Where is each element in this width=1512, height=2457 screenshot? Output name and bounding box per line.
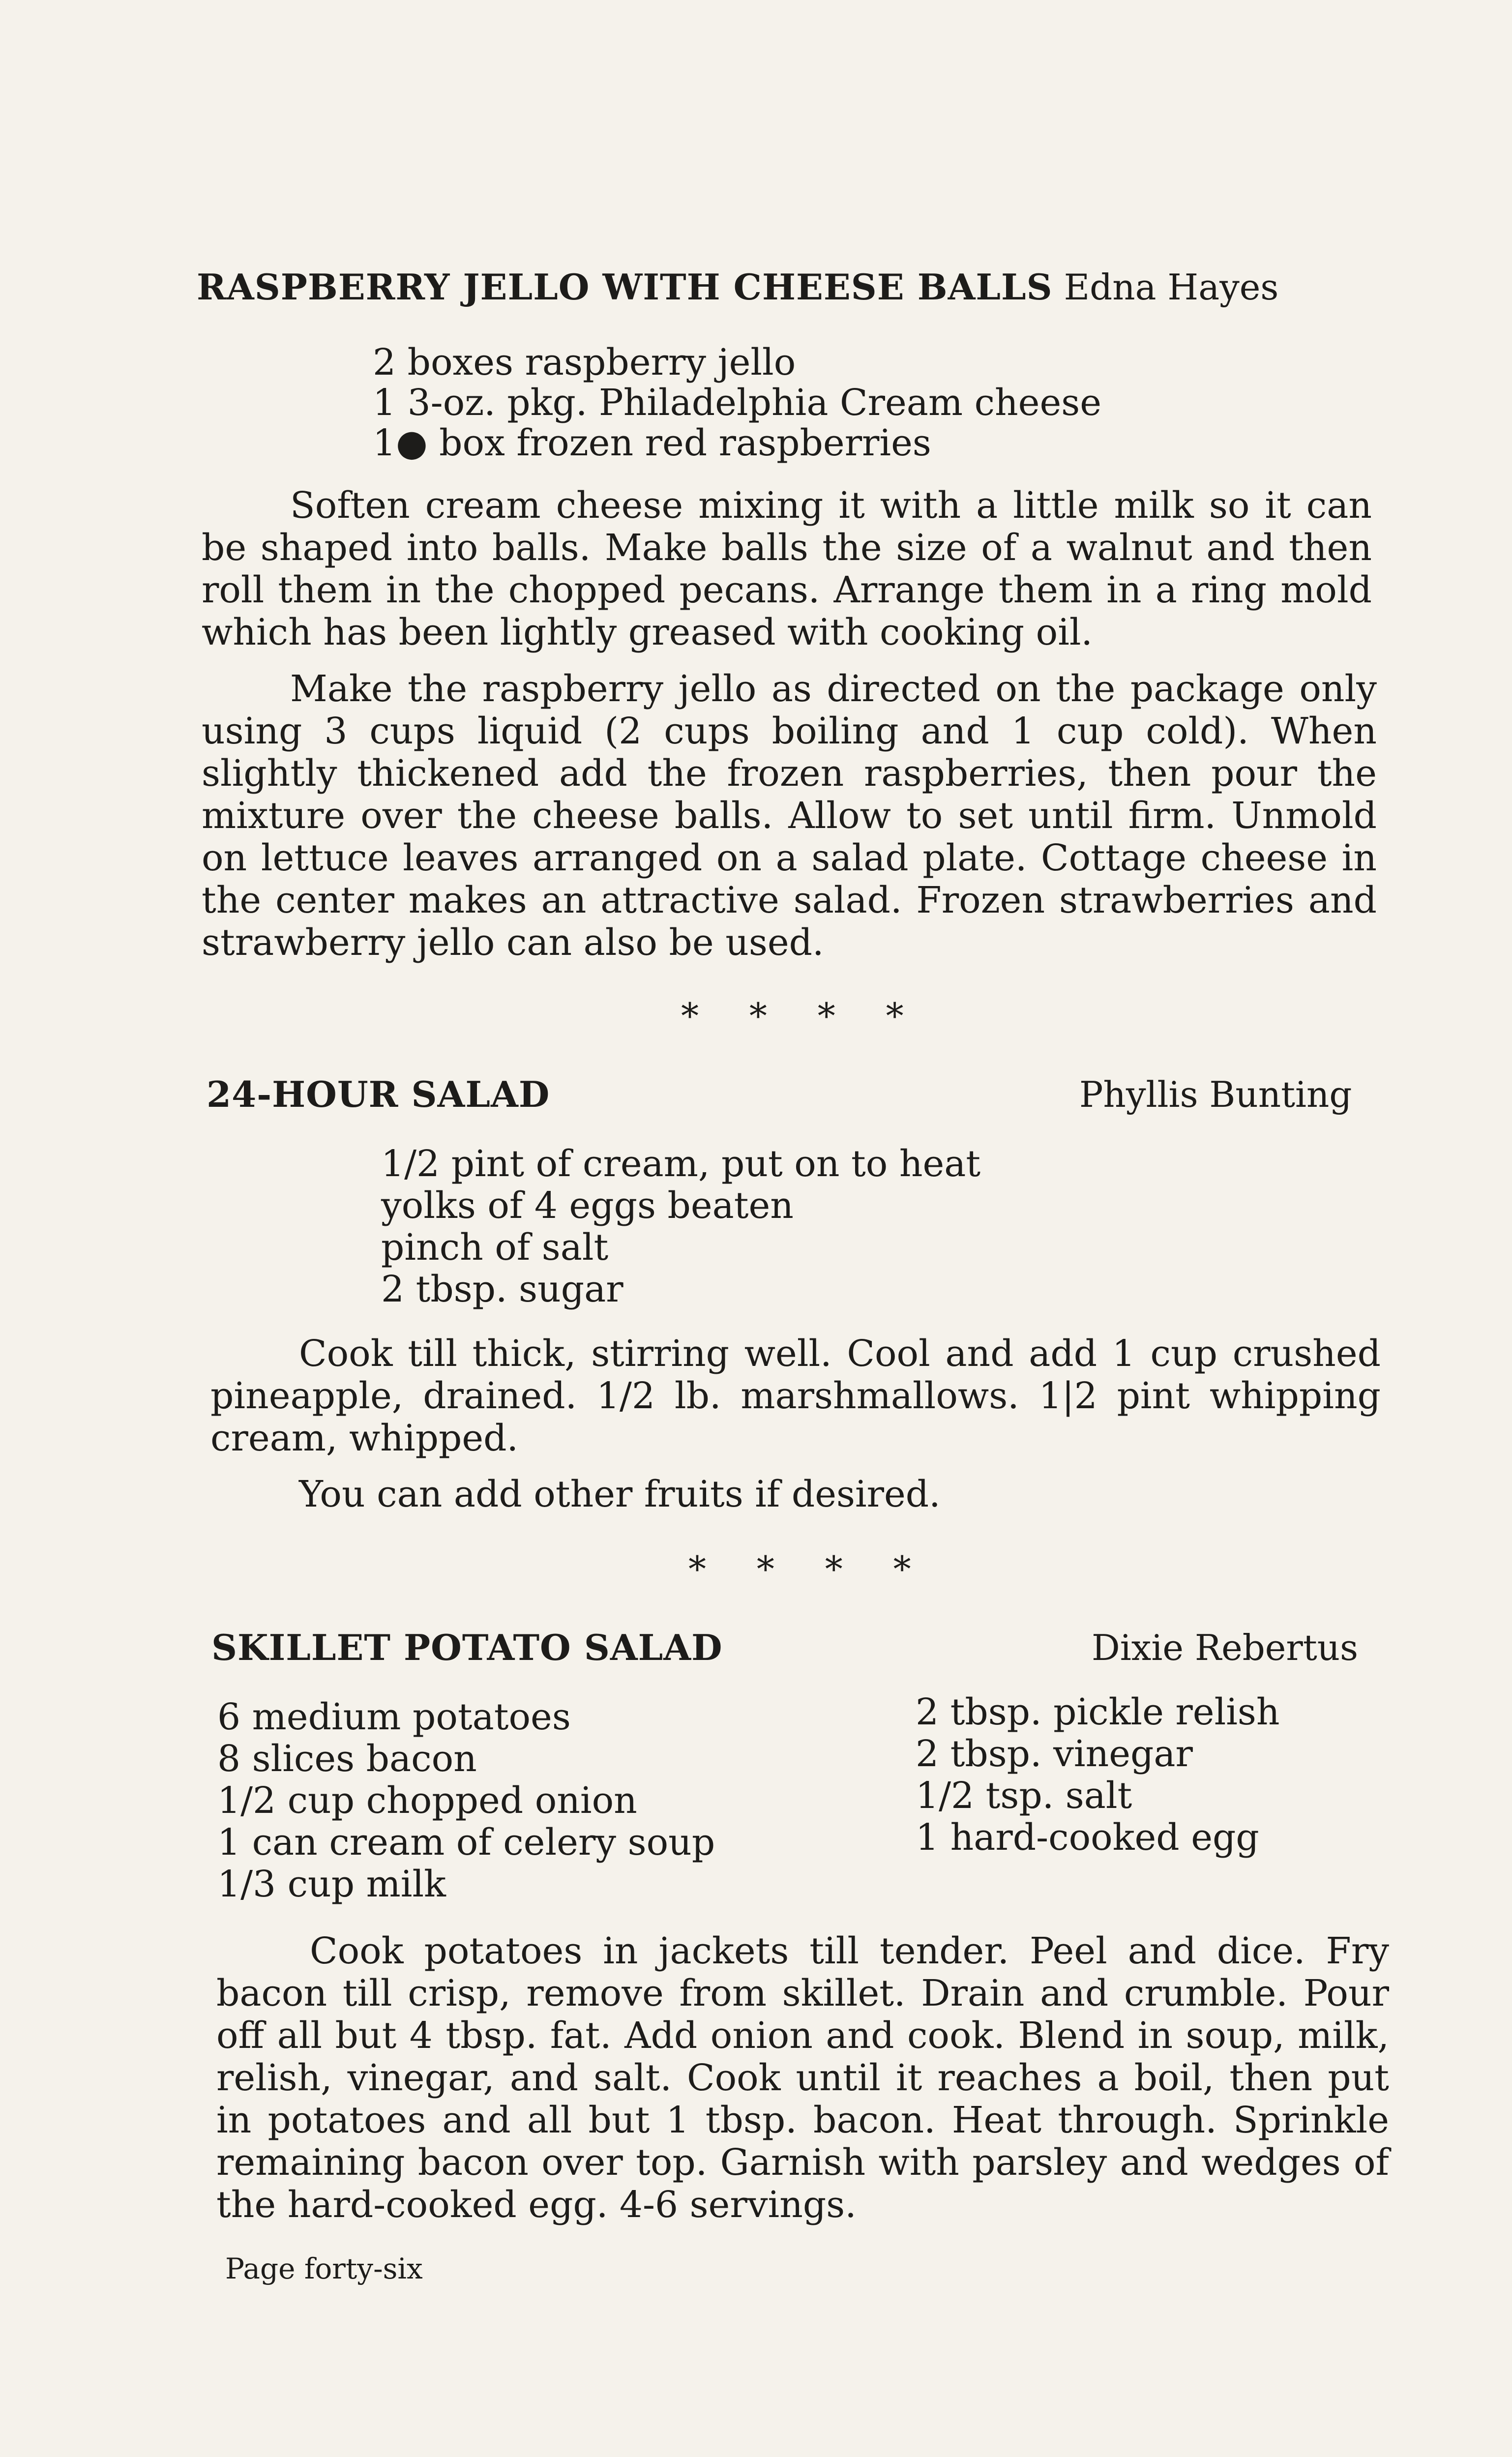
ingredient-item: 8 slices bacon: [217, 1738, 477, 1780]
ingredient-item: 1 hard-cooked egg: [916, 1816, 1259, 1859]
ingredient-item: 2 tbsp. vinegar: [916, 1733, 1193, 1775]
ingredient-item: 1/3 cup milk: [217, 1863, 446, 1905]
ingredient-item: yolks of 4 eggs beaten: [381, 1184, 794, 1227]
ingredient-item: 6 medium potatoes: [217, 1696, 571, 1738]
recipe-author: Edna Hayes: [1064, 266, 1279, 308]
instruction-paragraph: Cook potatoes in jackets till tender. Peel and dice. Fry bacon till crisp, remove from skillet. Drain and crumble. Pour off all but 4 tbsp. fat. Add onion and cook. Blend in soup, milk, relish, vinegar, and salt. Cook until it reaches a boil, then put in potatoes and all but 1 tbsp. bacon. Heat through. Sprinkle remaining bacon over top. Garnish with parsley and wedges of the hard-cooked egg. 4-6 servings.: [216, 1930, 1389, 2226]
recipe-author: Phyllis Bunting: [1079, 1074, 1352, 1115]
recipe-title-line: [197, 266, 1279, 308]
instruction-paragraph: Make the raspberry jello as directed on the package only using 3 cups liquid (2 cups boiling and 1 cup cold). When slightly thickened add the frozen raspberries, then pour the mixture over the cheese balls. Allow to set until firm. Unmold on lettuce leaves arranged on a salad plate. Cottage cheese in the center makes an attractive salad. Frozen strawberries and strawberry jello can also be used.: [202, 668, 1377, 964]
page-number: Page forty-six: [225, 2252, 423, 2285]
ingredient-item: 1 3-oz. pkg. Philadelphia Cream cheese: [373, 382, 1102, 424]
ingredient-item: 1 can cream of celery soup: [217, 1821, 715, 1864]
recipe-author-line: [1092, 1627, 1359, 1668]
recipe-author-line: [1079, 1074, 1352, 1115]
ingredient-item: 1● box frozen red raspberries: [373, 422, 931, 464]
ingredient-item: 2 boxes raspberry jello: [373, 341, 796, 384]
section-separator: * * * *: [688, 1548, 931, 1590]
instruction-paragraph: Soften cream cheese mixing it with a little milk so it can be shaped into balls. Make balls the size of a walnut and then roll them in the chopped pecans. Arrange them in a ring mold which has been lightly greased with cooking oil.: [202, 484, 1372, 653]
recipe-title-line: [207, 1073, 550, 1115]
ingredient-item: pinch of salt: [381, 1226, 609, 1269]
recipe-title-line: [211, 1627, 723, 1668]
ingredient-item: 2 tbsp. sugar: [381, 1268, 623, 1310]
recipe-author: Dixie Rebertus: [1092, 1627, 1359, 1668]
instruction-paragraph: Cook till thick, stirring well. Cool and add 1 cup crushed pineapple, drained. 1/2 lb. marshmallows. 1|2 pint whipping cream, whipped.: [210, 1332, 1381, 1459]
section-separator: * * * *: [681, 995, 923, 1036]
recipe-title: SKILLET POTATO SALAD: [211, 1627, 723, 1668]
instruction-paragraph: You can add other fruits if desired.: [299, 1473, 941, 1515]
recipe-title: RASPBERRY JELLO WITH CHEESE BALLS: [197, 266, 1053, 308]
recipe-title: 24-HOUR SALAD: [207, 1073, 550, 1115]
ingredient-item: 1/2 pint of cream, put on to heat: [381, 1143, 981, 1185]
ingredient-item: 1/2 tsp. salt: [916, 1775, 1132, 1817]
ingredient-item: 2 tbsp. pickle relish: [916, 1691, 1280, 1733]
ingredient-item: 1/2 cup chopped onion: [217, 1779, 637, 1822]
